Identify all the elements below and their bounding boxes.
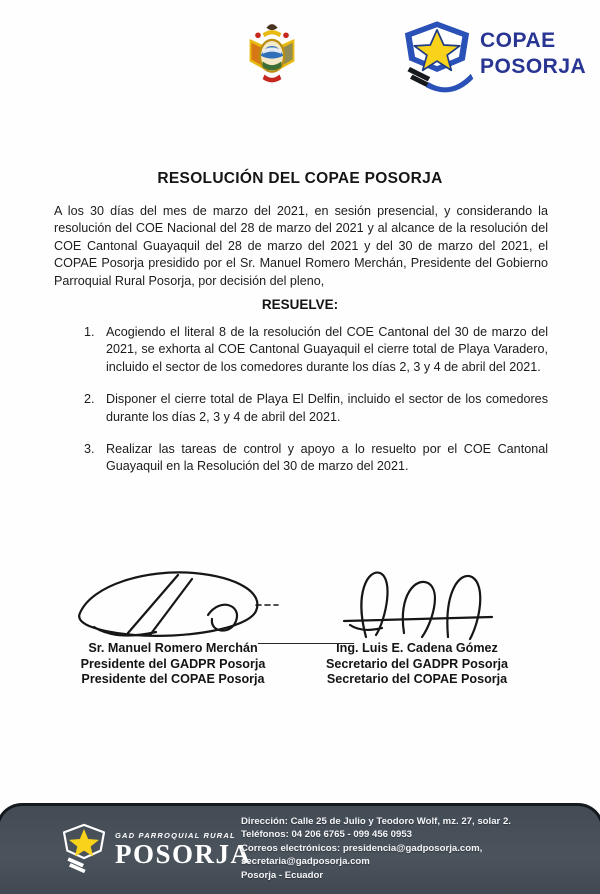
signature-right-column bbox=[292, 563, 542, 688]
footer-band bbox=[0, 803, 600, 894]
posorja-shield-star-icon bbox=[59, 822, 109, 876]
copae-logo-line1: COPAE bbox=[480, 29, 556, 52]
signature-scribble-right bbox=[332, 563, 502, 641]
item-number: 2. bbox=[84, 392, 95, 407]
copae-logo-text bbox=[480, 28, 586, 80]
signature-left-column bbox=[48, 563, 298, 688]
footer-email-2[interactable]: secretaria@gadposorja.com bbox=[241, 856, 370, 868]
copae-logo-line2: POSORJA bbox=[480, 55, 587, 78]
signature-block bbox=[0, 563, 600, 693]
footer-phones: Teléfonos: 04 206 6765 - 099 456 0953 bbox=[241, 829, 413, 841]
item-number: 3. bbox=[84, 442, 95, 457]
item-text: Acogiendo el literal 8 de la resolución del COE Cantonal del 30 de marzo del 2021, se exhorta al COE Cantonal Guayaquil el cierre total de Playa Varadero, incluido el sector de los comedores durante los días 2, 3 y 4 de abril del 2021. bbox=[106, 325, 548, 374]
footer-contact-info bbox=[241, 815, 591, 882]
signer-role-2: Secretario del COPAE Posorja bbox=[326, 672, 508, 686]
signature-scribble-left bbox=[66, 563, 281, 641]
footer-location: Posorja - Ecuador bbox=[241, 869, 324, 881]
intro-paragraph: A los 30 días del mes de marzo del 2021, en sesión presencial, y considerando la resolución del COE Nacional del 28 de marzo del 2021 y al alcance de la resolución del COE Cantonal Guayaquil del 28 de marzo del 2021 y del 30 de marzo del 2021, el COPAE Posorja presidido por el Sr. Manuel Romero Merchán, Presidente del Gobierno Parroquial Rural Posorja, por decisión del pleno, bbox=[54, 204, 548, 288]
footer-logo-text bbox=[115, 831, 252, 867]
footer-logo-tagline: GAD PARROQUIAL RURAL bbox=[115, 831, 236, 840]
signer-name: Sr. Manuel Romero Merchán bbox=[88, 641, 258, 655]
item-text: Realizar las tareas de control y apoyo a lo resuelto por el COE Cantonal Guayaquil en la Resolución del 30 de marzo del 2021. bbox=[106, 442, 548, 474]
footer-address: Dirección: Calle 25 de Julio y Teodoro Wolf, mz. 27, solar 2. bbox=[241, 816, 511, 827]
item-number: 1. bbox=[84, 325, 95, 339]
signature-line bbox=[258, 643, 354, 644]
resolution-item-3 bbox=[84, 441, 548, 476]
resolution-list bbox=[84, 324, 548, 491]
signer-role-1: Presidente del GADPR Posorja bbox=[80, 656, 266, 671]
copae-posorja-logo bbox=[398, 18, 586, 94]
resolution-item-2 bbox=[84, 391, 548, 426]
signer-role-2: Presidente del COPAE Posorja bbox=[81, 672, 265, 686]
document-title: RESOLUCIÓN DEL COPAE POSORJA bbox=[157, 170, 443, 187]
ecuador-coat-of-arms-icon bbox=[244, 22, 300, 84]
posorja-footer-logo bbox=[59, 822, 252, 876]
resolution-item-1 bbox=[84, 324, 548, 376]
copae-shield-star-icon bbox=[398, 18, 476, 94]
item-text: Disponer el cierre total de Playa El Delfin, incluido el sector de los comedores durante los días 2, 3 y 4 de abril del 2021. bbox=[106, 392, 548, 424]
footer-logo-name: POSORJA bbox=[115, 839, 252, 869]
footer-email-1[interactable]: Correos electrónicos: presidencia@gadposorja.com, bbox=[241, 842, 483, 854]
signer-role-1: Secretario del GADPR Posorja bbox=[326, 656, 508, 671]
signer-name: Ing. Luis E. Cadena Gómez bbox=[336, 641, 498, 655]
resolve-heading: RESUELVE: bbox=[261, 297, 339, 312]
